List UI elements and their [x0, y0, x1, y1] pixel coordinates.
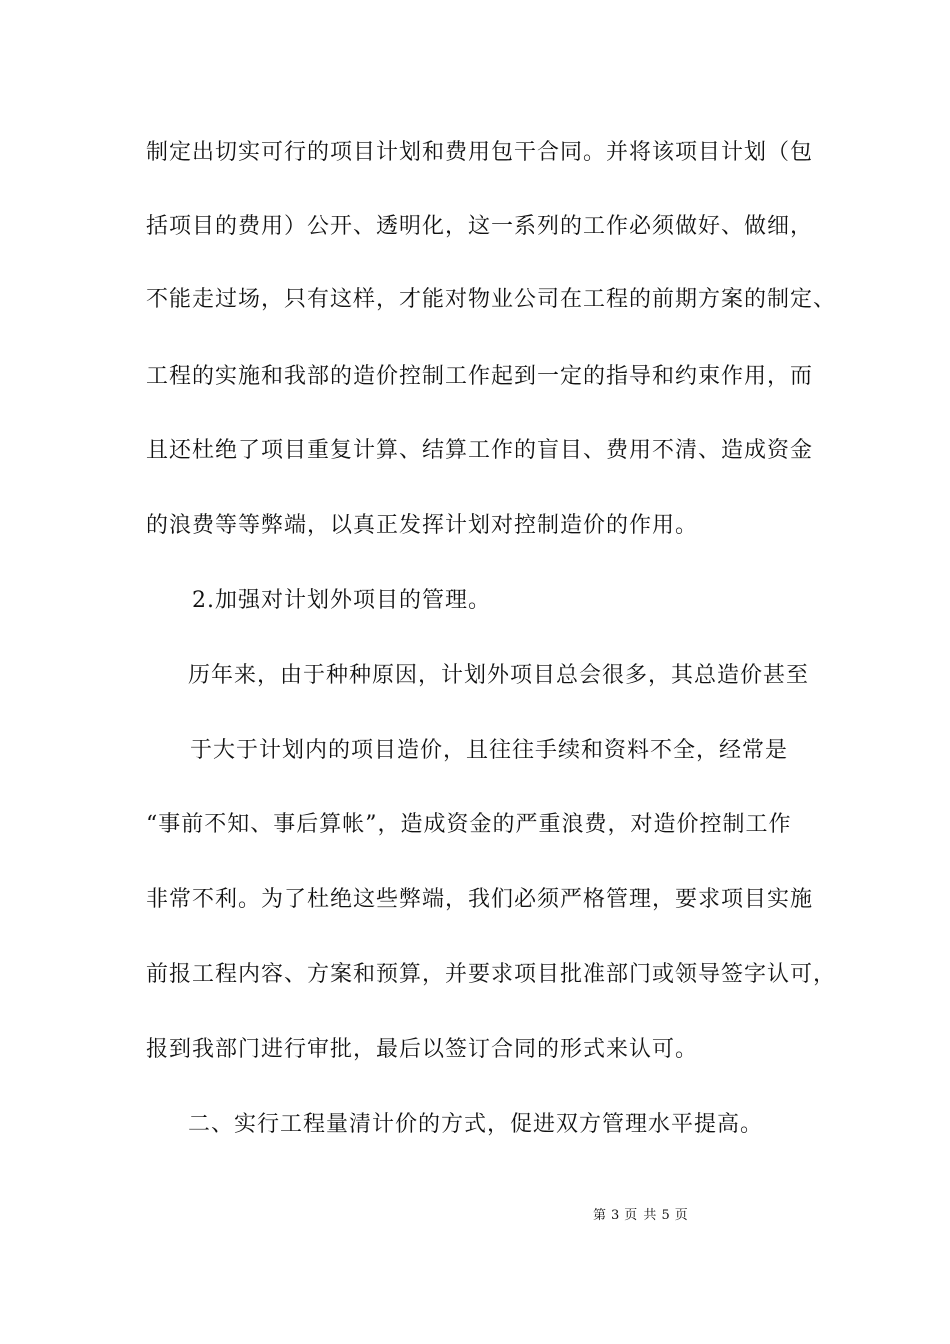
section-heading-2: 2.加强对计划外项目的管理。 — [192, 588, 491, 613]
footer-suffix: 页 — [674, 1208, 689, 1223]
body-line-8: 于大于计划内的项目造价，且往往手续和资料不全，经常是 — [190, 738, 789, 763]
body-line-2: 括项目的费用）公开、透明化，这一系列的工作必须做好、做细， — [146, 214, 814, 239]
body-line-3: 不能走过场，只有这样，才能对物业公司在工程的前期方案的制定、 — [146, 287, 837, 312]
body-line-9: “事前不知、事后算帐”，造成资金的严重浪费，对造价控制工作 — [146, 812, 792, 837]
body-line-12: 报到我部门进行审批，最后以签订合同的形式来认可。 — [146, 1037, 699, 1062]
body-line-6: 的浪费等等弊端，以真正发挥计划对控制造价的作用。 — [146, 513, 699, 538]
body-line-10: 非常不利。为了杜绝这些弊端，我们必须严格管理，要求项目实施 — [146, 887, 814, 912]
body-line-5: 且还杜绝了项目重复计算、结算工作的盲目、费用不清、造成资金 — [146, 438, 814, 463]
footer-middle: 页 共 — [624, 1208, 658, 1223]
body-line-7: 历年来，由于种种原因，计划外项目总会很多，其总造价甚至 — [188, 663, 810, 688]
body-line-1: 制定出切实可行的项目计划和费用包干合同。并将该项目计划（包 — [146, 140, 814, 165]
footer-total-pages: 5 — [661, 1208, 671, 1223]
body-line-4: 工程的实施和我部的造价控制工作起到一定的指导和约束作用，而 — [146, 364, 814, 389]
page-footer — [593, 1207, 693, 1225]
footer-prefix: 第 — [593, 1208, 608, 1223]
body-line-11: 前报工程内容、方案和预算，并要求项目批准部门或领导签字认可， — [146, 962, 837, 987]
section-heading-er: 二、实行工程量清计价的方式，促进双方管理水平提高。 — [188, 1112, 764, 1137]
footer-current-page: 3 — [611, 1208, 621, 1223]
